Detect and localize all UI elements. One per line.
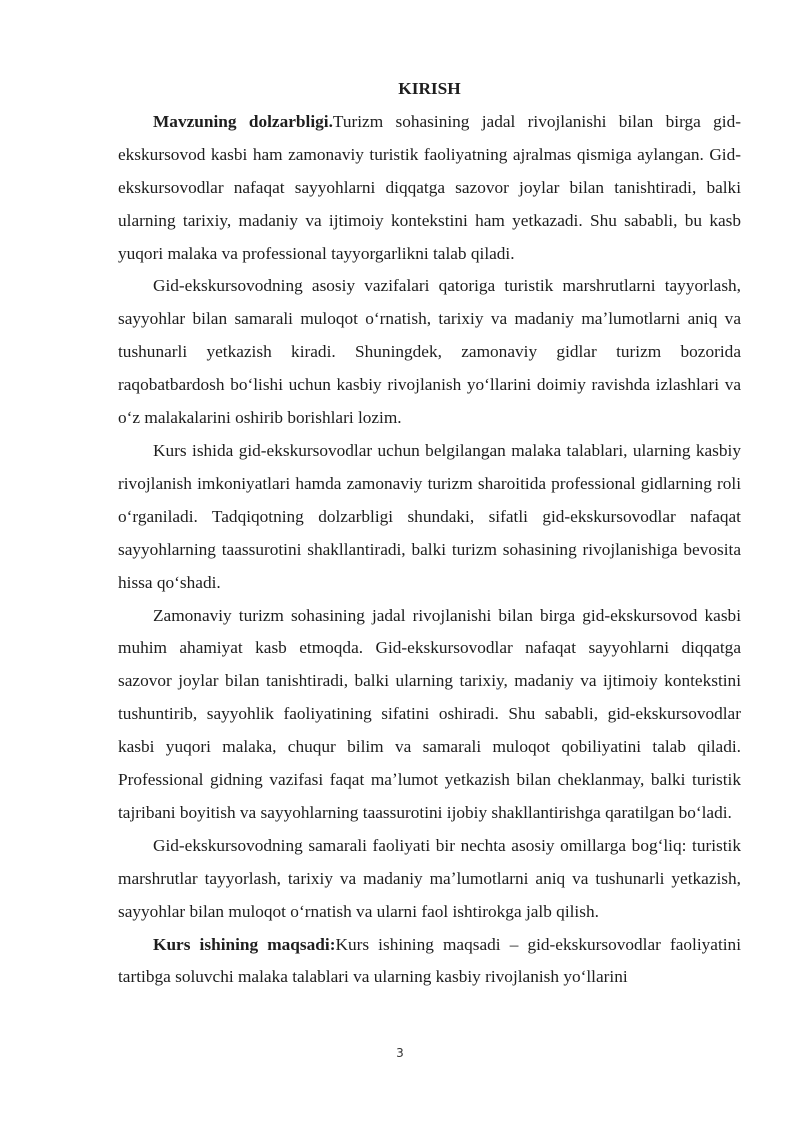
page-number: 3 [396,1046,404,1060]
page-body [118,73,741,994]
paragraph-modern-tourism [118,600,741,830]
paragraph-text: Kurs ishining maqsadi – gid-ekskursovodlar faoliyatini tartibga soluvchi malaka talablari va ularning kasbiy rivojlanish yoʻllarini [118,934,742,987]
paragraph-lead-relevance: Mavzuning dolzarbligi. [153,111,333,131]
section-heading: KIRISH [398,79,461,98]
paragraph-relevance [118,106,741,271]
paragraph-goal [118,929,741,995]
paragraph-lead-goal: Kurs ishining maqsadi: [153,934,336,954]
paragraph-text: Gid-ekskursovodning asosiy vazifalari qatoriga turistik marshrutlarni tayyorlash, sayyohlar bilan samarali muloqot oʻrnatish, tarixiy va madaniy maʼlumotlarni aniq va tushunarli yetkazish kiradi. Shuningdek, zamonaviy gidlar turizm bozorida raqobatbardosh boʻlishi uchun kasbiy rivojlanish yoʻllarini doimiy ravishda izlashlari va oʻz malakalarini oshirib borishlari lozim. [118,276,741,428]
paragraph-duties [118,270,741,435]
paragraph-text: Kurs ishida gid-ekskursovodlar uchun belgilangan malaka talablari, ularning kasbiy rivojlanish imkoniyatlari hamda zamonaviy turizm sharoitida professional gidlarning roli oʻrganiladi. Tadqiqotning dolzarbligi shundaki, sifatli gid-ekskursovodlar nafaqat sayyohlarning taassurotini shakllantiradi, balki turizm sohasining rivojlanishiga bevosita hissa qoʻshadi. [118,440,741,592]
paragraph-course-scope [118,435,741,600]
paragraph-text: Gid-ekskursovodning samarali faoliyati bir nechta asosiy omillarga bogʻliq: turistik marshrutlar tayyorlash, tarixiy va madaniy maʼlumotlarni aniq va tushunarli yetkazish, sayyohlar bilan muloqot oʻrnatish va ularni faol ishtirokga jalb qilish. [118,835,741,921]
paragraph-text: Turizm sohasining jadal rivojlanishi bilan birga gid-ekskursovod kasbi ham zamonaviy turistik faoliyatning ajralmas qismiga aylangan. Gid-ekskursovodlar nafaqat sayyohlarni diqqatga sazovor joylar bilan tanishtiradi, balki ularning tarixiy, madaniy va ijtimoiy kontekstini ham yetkazadi. Shu sababli, bu kasb yuqori malaka va professional tayyorgarlikni talab qiladi. [118,111,741,263]
paragraph-text: Zamonaviy turizm sohasining jadal rivojlanishi bilan birga gid-ekskursovod kasbi muhim ahamiyat kasb etmoqda. Gid-ekskursovodlar nafaqat sayyohlarni diqqatga sazovor joylar bilan tanishtiradi, balki ularning tarixiy, madaniy va ijtimoiy kontekstini tushuntirib, sayyohlik faoliyatining sifatini oshiradi. Shu sababli, gid-ekskursovodlar kasbi yuqori malaka, chuqur bilim va samarali muloqot qobiliyatini talab qiladi. Professional gidning vazifasi faqat maʼlumot yetkazish bilan cheklanmay, balki turistik tajribani boyitish va sayyohlarning taassurotini ijobiy shakllantirishga qaratilgan boʻladi. [118,605,741,822]
paragraph-effectiveness-factors [118,830,741,929]
